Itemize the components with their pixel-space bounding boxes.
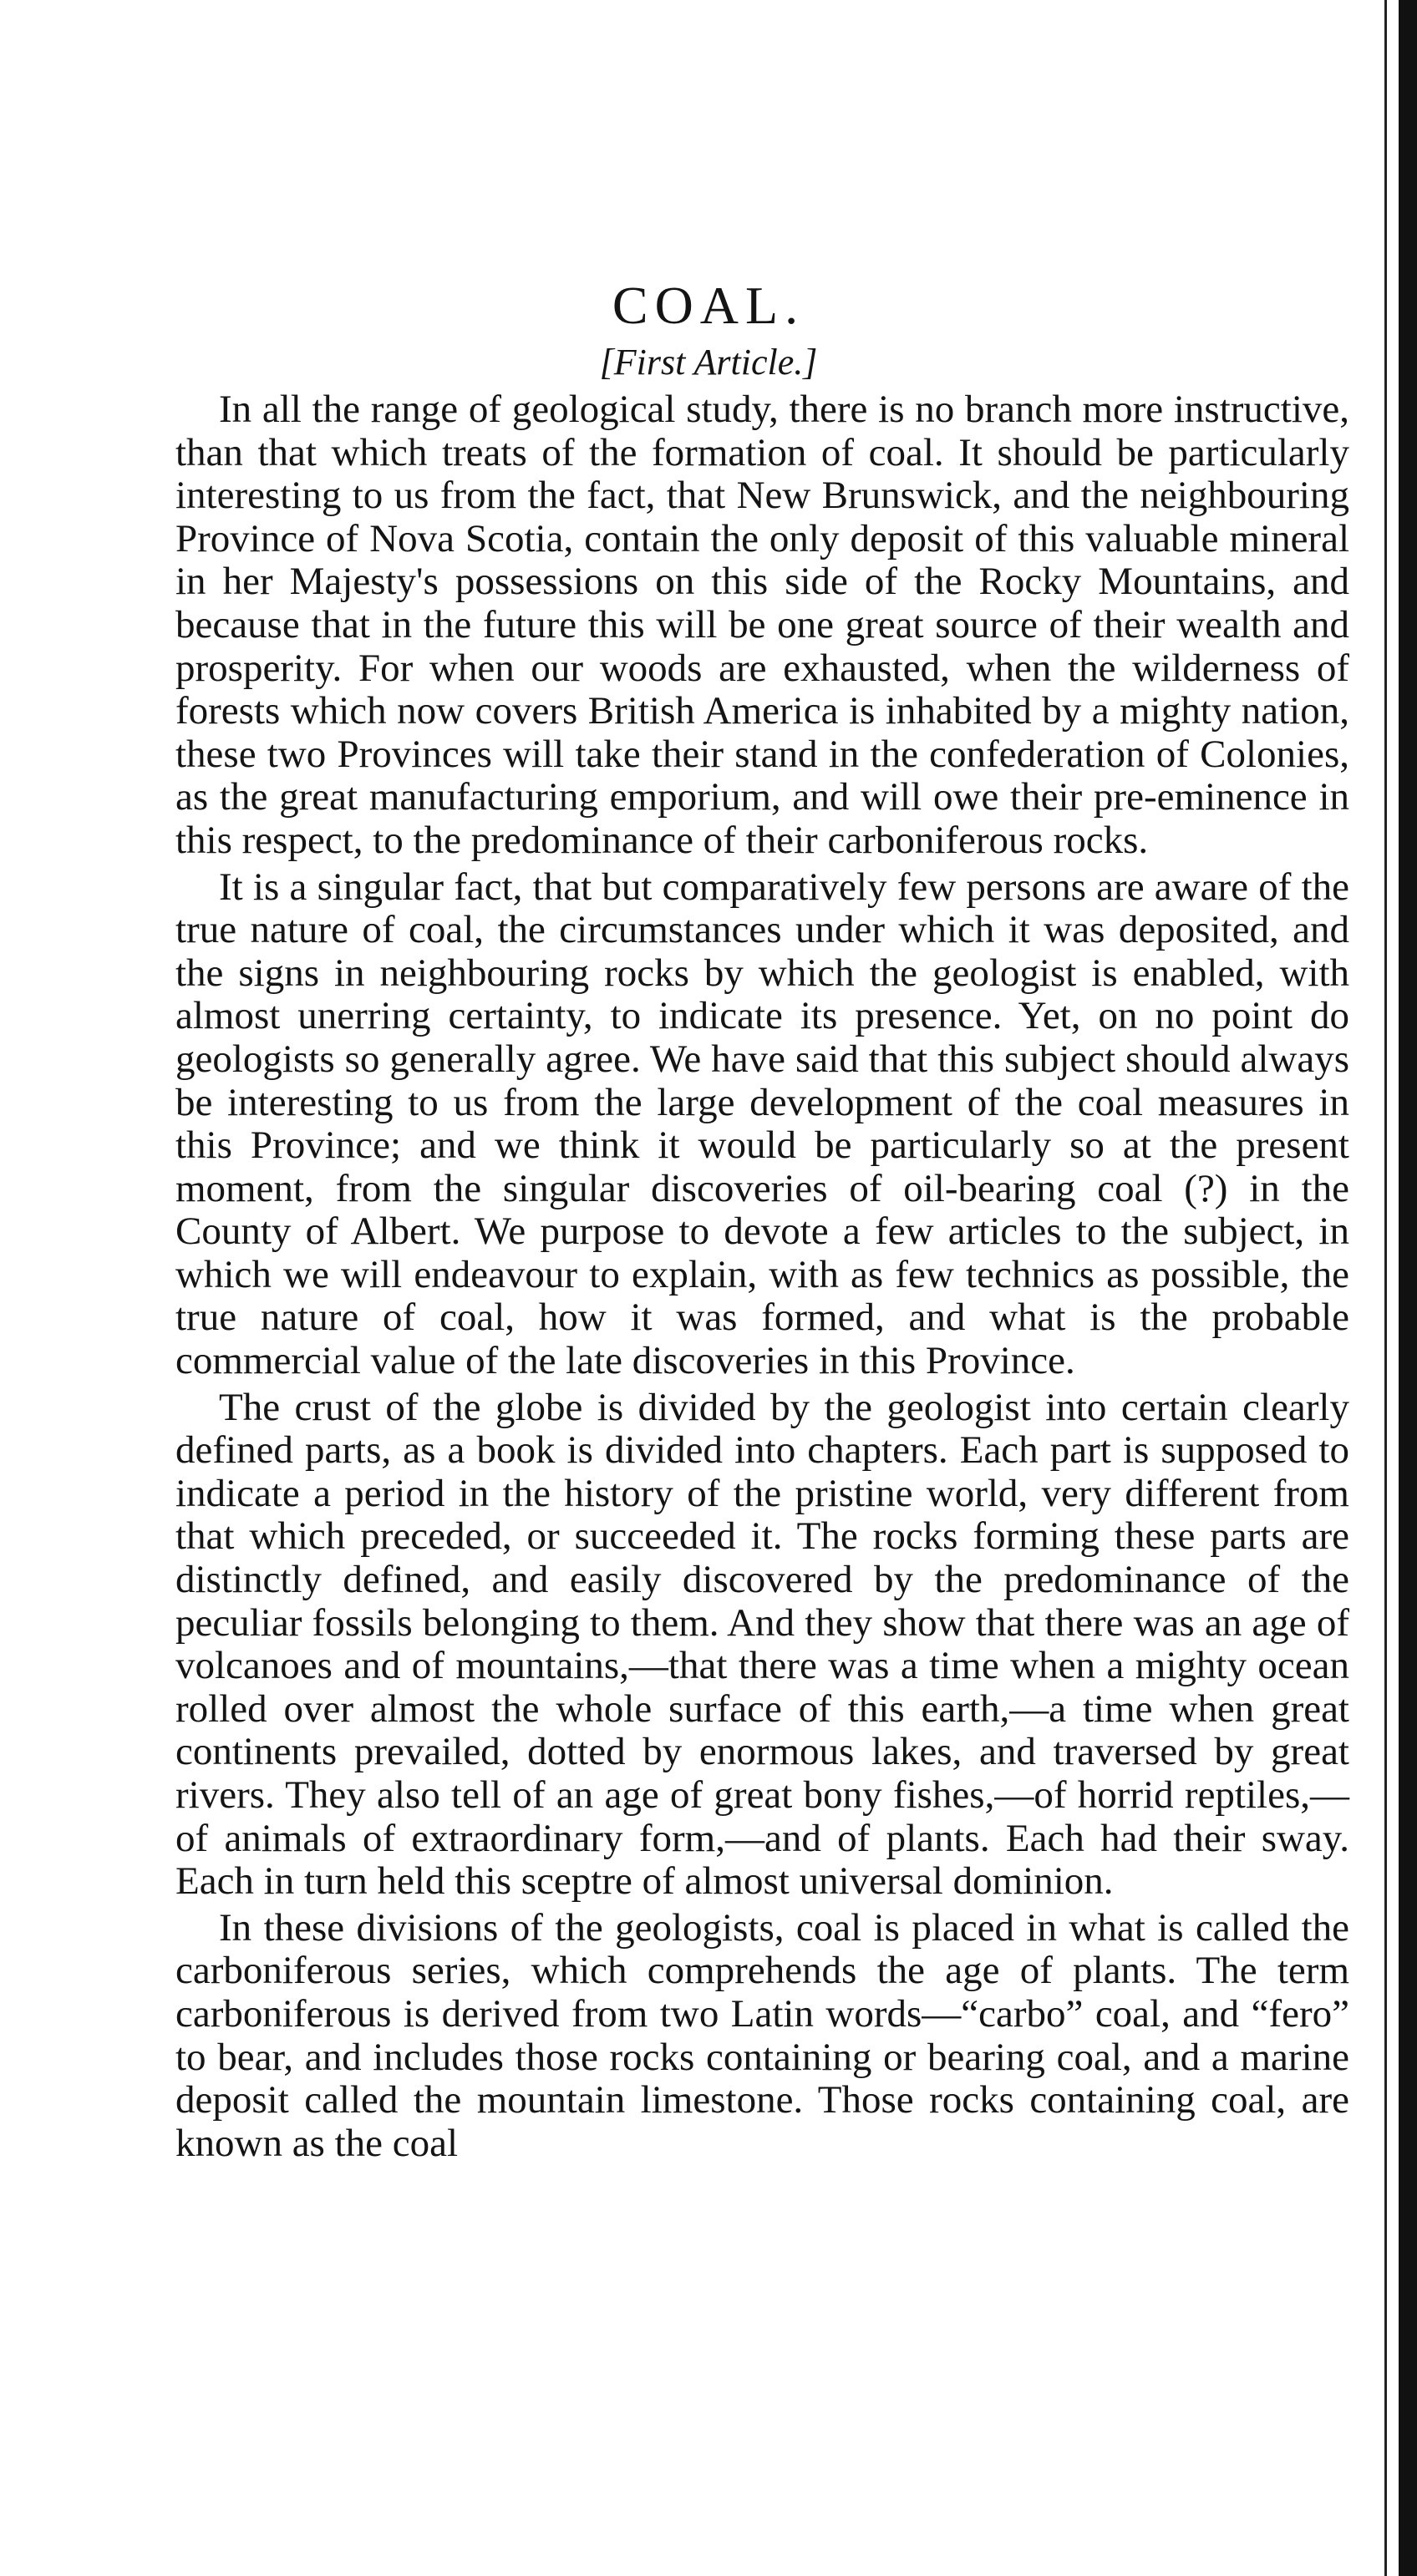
- article-title: COAL.: [612, 276, 805, 335]
- article-body: [175, 388, 1349, 2168]
- paragraph: In these divisions of the geologists, coal is placed in what is called the carboniferous series, which comprehends the age of plants. The term carboniferous is derived from two Latin words—“carbo” coal, and “fero” to bear, and includes those rocks containing or bearing coal, and a marine deposit called the mountain limestone. Those rocks containing coal, are known as the coal: [175, 1905, 1349, 2165]
- paragraph: It is a singular fact, that but comparatively few persons are aware of the true nature of coal, the circumstances under which it was deposited, and the signs in neighbouring rocks by which the geologist is enabled, with almost unerring certainty, to indicate its presence. Yet, on no point do geologists so generally agree. We have said that this subject should always be interesting to us from the large development of the coal measures in this Province; and we think it would be particularly so at the present moment, from the singular discoveries of oil-bearing coal (?) in the County of Albert. We purpose to devote a few articles to the subject, in which we will endeavour to explain, with as few technics as possible, the true nature of coal, how it was formed, and what is the probable commercial value of the late discoveries in this Province.: [175, 865, 1349, 1383]
- article-subtitle: [First Article.]: [599, 342, 818, 383]
- binding-edge-shadow: [1399, 0, 1417, 2576]
- paragraph: The crust of the globe is divided by the geologist into certain clearly defined parts, as a book is divided into chapters. Each part is supposed to indicate a period in the history of the pristine world, very different from that which preceded, or succeeded it. The rocks forming these parts are distinctly defined, and easily discovered by the predominance of the peculiar fossils belonging to them. And they show that there was an age of volcanoes and of mountains,—that there was a time when a mighty ocean rolled over almost the whole surface of this earth,—a time when great continents prevailed, dotted by enormous lakes, and traversed by great rivers. They also tell of an age of great bony fishes,—of horrid reptiles,—of animals of extraordinary form,—and of plants. Each had their sway. Each in turn held this sceptre of almost universal dominion.: [175, 1385, 1349, 1904]
- binding-edge-line: [1384, 0, 1387, 2576]
- paragraph: In all the range of geological study, there is no branch more instructive, than that which treats of the formation of coal. It should be particularly interesting to us from the fact, that New Brunswick, and the neighbouring Province of Nova Scotia, contain the only deposit of this valuable mineral in her Majesty's possessions on this side of the Rocky Mountains, and because that in the future this will be one great source of their wealth and prosperity. For when our woods are exhausted, when the wilderness of forests which now covers British America is inhabited by a mighty nation, these two Provinces will take their stand in the confederation of Colonies, as the great manufacturing emporium, and will owe their pre-eminence in this respect, to the predominance of their carboniferous rocks.: [175, 388, 1349, 862]
